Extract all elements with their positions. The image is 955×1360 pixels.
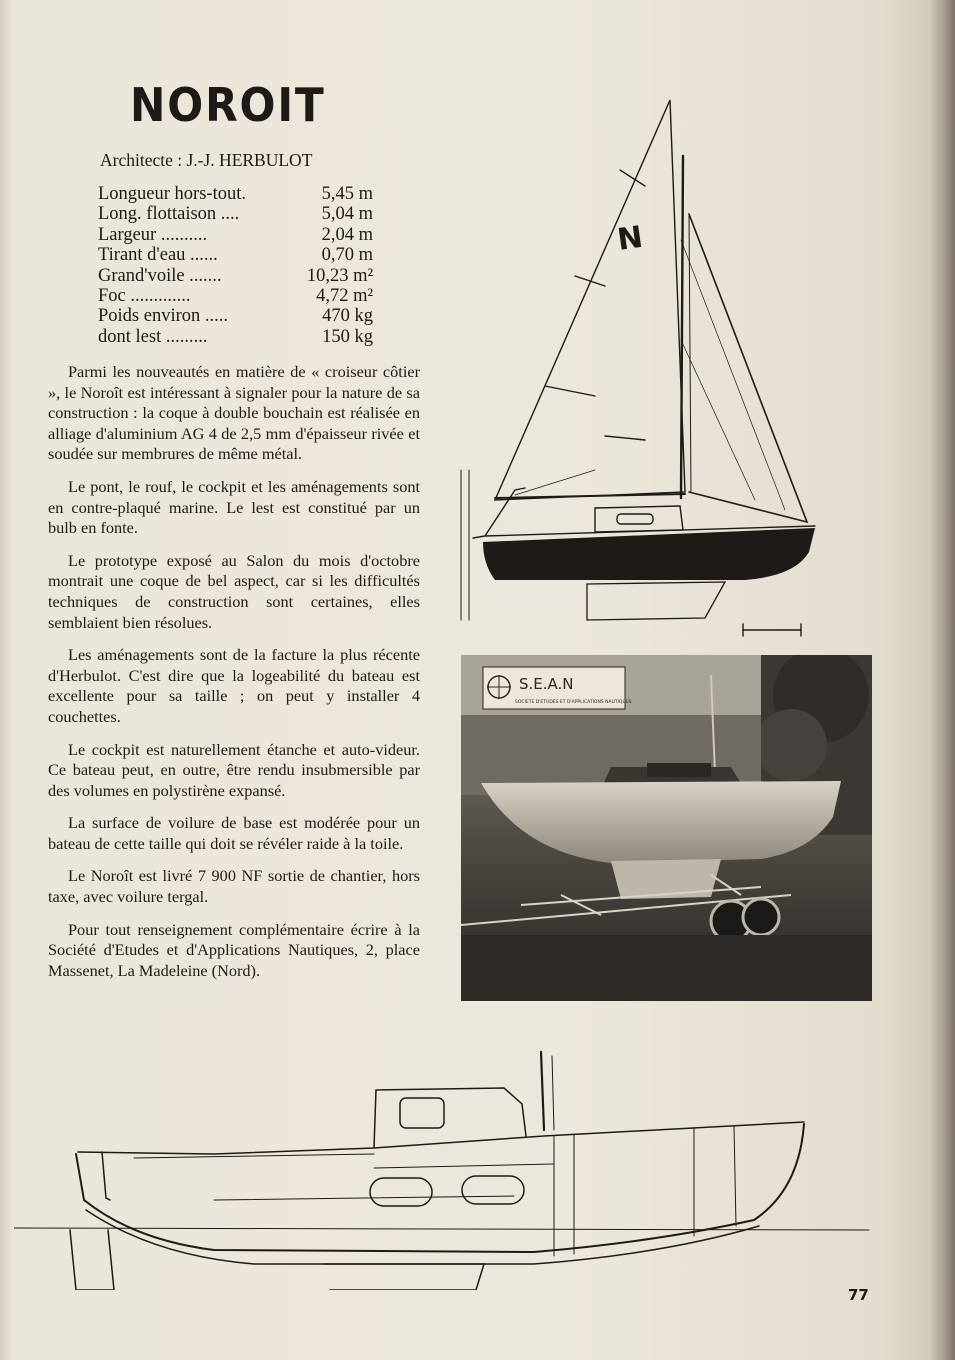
sail-insignia-icon: N xyxy=(615,219,645,258)
spec-label: dont lest ......... xyxy=(98,326,208,347)
spec-row xyxy=(98,327,373,347)
article-paragraph: Le prototype exposé au Salon du mois d'octobre montrait une coque de bel aspect, car si les difficultés techniques de construction sont certaines, elles semblaient bien résolues. xyxy=(48,550,420,632)
spec-label: Poids environ ..... xyxy=(98,306,229,327)
spec-row xyxy=(98,225,373,245)
page-title: NOROIT xyxy=(130,78,326,132)
article-paragraph: Le pont, le rouf, le cockpit et les aménagements sont en contre-plaqué marine. Le lest est constitué par un bulb en fonte. xyxy=(48,476,420,538)
spec-value: 5,45 m xyxy=(321,184,373,204)
article-paragraph: Les aménagements sont de la facture la plus récente d'Herbulot. C'est dire que la logeabilité du bateau est excellente pour sa taille ; on peut y installer 4 couchettes. xyxy=(48,645,420,726)
mainsail-outline xyxy=(495,100,685,500)
sean-banner xyxy=(483,667,632,709)
banner-title: S.E.A.N xyxy=(519,675,574,693)
spec-label: Longueur hors-tout. xyxy=(98,184,246,204)
spec-label: Grand'voile ....... xyxy=(98,265,222,286)
hull-topsides xyxy=(483,528,815,580)
spec-label: Long. flottaison .... xyxy=(98,204,240,225)
spec-row xyxy=(98,184,373,204)
boat-photograph xyxy=(461,655,872,1001)
page-number: 77 xyxy=(848,1286,869,1304)
article-paragraph: Parmi les nouveautés en matière de « croiseur côtier », le Noroît est intéressant à signaler pour la nature de sa construction : la coque à double bouchain est réalisée en alliage d'aluminium AG 4 de 2,5 mm d'épaisseur rivée et soudée sur membrures de même métal. xyxy=(48,362,420,464)
spec-label: Largeur .......... xyxy=(98,224,208,245)
article-paragraph: Pour tout renseignement complémentaire écrire à la Société d'Etudes et d'Applications Nautiques, 2, place Massenet, La Madeleine (Nord). xyxy=(48,919,420,980)
page-gutter-shadow xyxy=(929,0,955,1360)
spec-label: Tirant d'eau ...... xyxy=(98,245,218,266)
spec-value: 150 kg xyxy=(322,326,373,347)
spec-value: 10,23 m² xyxy=(306,265,373,286)
hull-section-drawing xyxy=(14,1050,874,1290)
spec-label: Foc ............. xyxy=(98,285,191,306)
spec-row xyxy=(98,245,373,265)
spec-row xyxy=(98,306,373,326)
article-paragraph: Le cockpit est naturellement étanche et auto-videur. Ce bateau peut, en outre, être rendu insubmersible par des volumes en polystirène expansé. xyxy=(48,739,420,800)
spec-value: 4,72 m² xyxy=(316,285,373,306)
spec-value: 0,70 m xyxy=(321,245,373,266)
article-body xyxy=(48,362,420,993)
spec-value: 2,04 m xyxy=(321,224,373,245)
spec-value: 470 kg xyxy=(322,306,373,327)
banner-subtitle: SOCIETE D'ETUDES ET D'APPLICATIONS NAUTIQUES xyxy=(515,700,632,705)
architect-line: Architecte : J.-J. HERBULOT xyxy=(100,150,313,170)
article-paragraph: La surface de voilure de base est modérée pour un bateau de cette taille qui doit se révéler raide à la toile. xyxy=(48,813,420,853)
article-paragraph: Le Noroît est livré 7 900 NF sortie de chantier, hors taxe, avec voilure tergal. xyxy=(48,866,420,907)
specs-table xyxy=(98,184,373,347)
spec-row xyxy=(98,286,373,306)
spec-row xyxy=(98,266,373,286)
spec-row xyxy=(98,204,373,224)
spec-value: 5,04 m xyxy=(321,204,373,225)
sail-plan-drawing xyxy=(455,90,825,650)
